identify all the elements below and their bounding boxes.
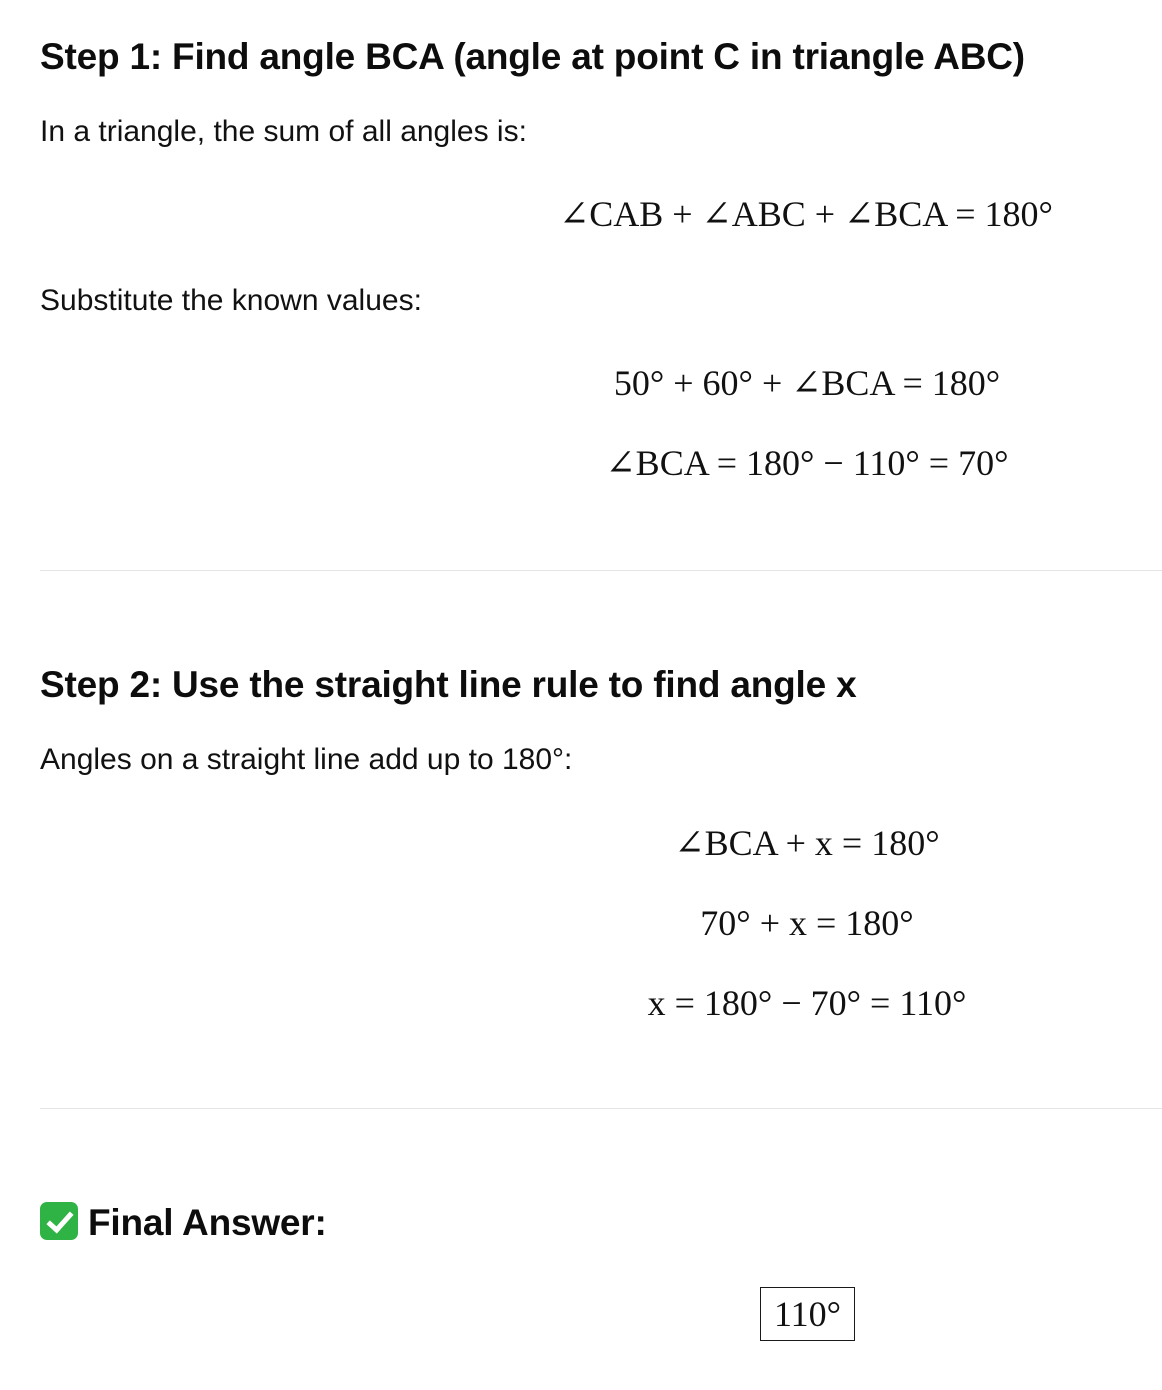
step1-substitute-text: Substitute the known values: [40,284,422,317]
equation-substituted [0,361,1162,405]
final-answer-box: 110° [760,1287,855,1341]
section-divider [40,570,1162,571]
equation-angle-sum [0,192,1162,236]
equation-bca-result [0,441,1162,485]
equation-straight-line [0,821,1162,865]
step2-heading: Step 2: Use the straight line rule to find angle x [40,664,857,705]
step1-intro-text: In a triangle, the sum of all angles is: [40,115,527,148]
equation-x-result [0,981,1162,1025]
equation-x-substituted-text: 70° + x = 180° [700,903,914,943]
step1-heading: Step 1: Find angle BCA (angle at point C in triangle ABC) [40,36,1025,77]
final-answer-heading-text: Final Answer: [88,1202,327,1243]
step2-intro-text: Angles on a straight line add up to 180°: [40,743,573,776]
equation-x-result-text: x = 180° − 70° = 110° [647,983,967,1023]
final-answer-heading [40,1201,327,1245]
check-mark-button-icon [40,1202,78,1240]
section-divider [40,1108,1162,1109]
equation-straight-line-text: ∠BCA + x = 180° [674,823,940,863]
equation-bca-result-text: ∠BCA = 180° − 110° = 70° [605,443,1009,483]
equation-angle-sum-text: ∠CAB + ∠ABC + ∠BCA = 180° [559,194,1053,234]
equation-x-substituted [0,901,1162,945]
equation-substituted-text: 50° + 60° + ∠BCA = 180° [613,363,1001,403]
